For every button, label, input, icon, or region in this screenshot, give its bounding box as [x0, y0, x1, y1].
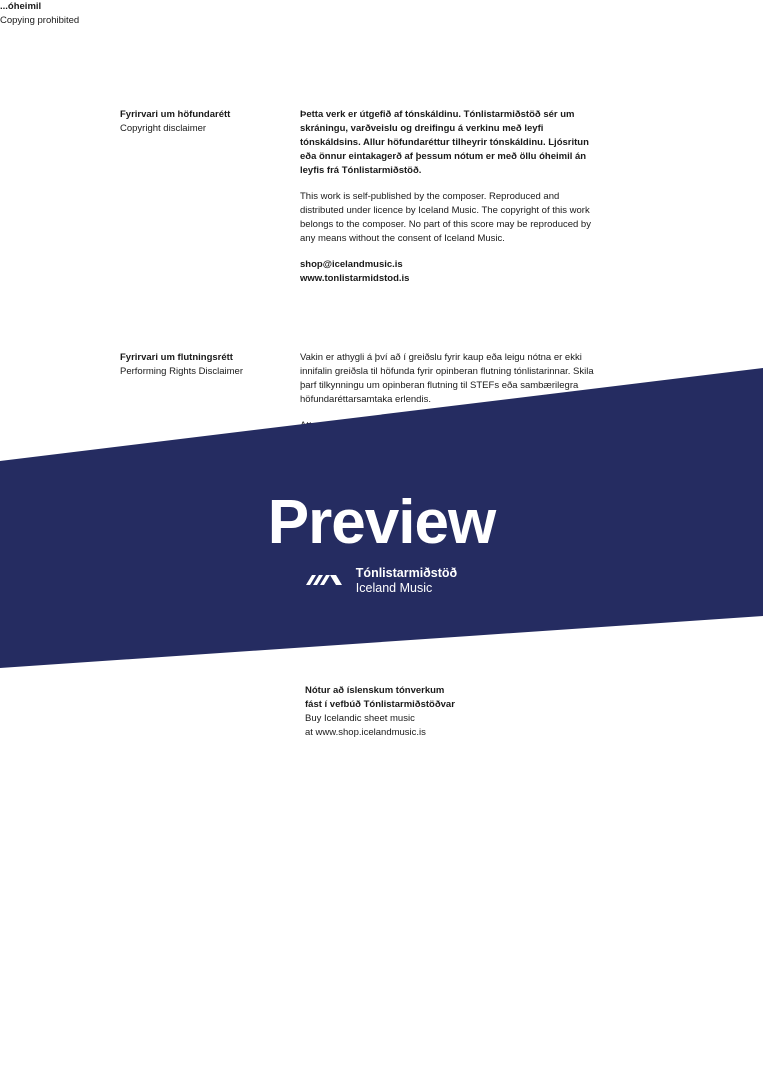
performing-rights-label-english: Performing Rights Disclaimer — [120, 366, 244, 377]
iceland-music-logo-icon — [306, 571, 346, 591]
preview-banner-title: Preview — [267, 488, 496, 557]
shop-promo-block — [305, 684, 625, 740]
performing-rights-label-icelandic: Fyrirvari um flutningsrétt — [120, 352, 233, 363]
logo-line-english: Iceland Music — [355, 581, 433, 595]
copying-prohibited-icelandic: ...óheimil — [0, 1, 42, 12]
copyright-label-english: Copyright disclaimer — [120, 123, 207, 134]
copyright-paragraph-english: This work is self-published by the composer. Reproduced and distributed under licence by Iceland Music. The copyright of this work belongs to the composer. No part of this score may be reproduced by any means without the consent of Iceland Music. — [300, 191, 591, 244]
copyright-paragraph-icelandic: Þetta verk er útgefið af tónskáldinu. Tónlistarmiðstöð sér um skráningu, varðveislu og dreifingu á verkinu með leyfi tónskáldsins. Allur höfundaréttur tilheyrir tónskáldinu. Ljósritun eða önnur eintakagerð af þessum nótum er með öllu óheimil án leyfis frá Tónlistarmiðstöð. — [300, 109, 589, 176]
copying-prohibited-block — [0, 0, 300, 28]
copyright-label — [120, 108, 300, 286]
iceland-music-logo — [0, 566, 763, 596]
shop-website[interactable]: www.tonlistarmidstod.is — [300, 273, 410, 284]
copying-prohibited-english: Copying prohibited — [0, 15, 80, 26]
iceland-music-logo-text — [356, 566, 457, 596]
copyright-label-icelandic: Fyrirvari um höfundarétt — [120, 109, 231, 120]
shop-email[interactable]: shop@icelandmusic.is — [300, 259, 403, 270]
logo-line-icelandic: Tónlistarmiðstöð — [355, 566, 458, 580]
shop-promo-icelandic-1: Nótur að íslenskum tónverkum — [305, 685, 445, 696]
shop-promo-english-1: Buy Icelandic sheet music — [305, 713, 415, 724]
shop-promo-english-2: at www.shop.icelandmusic.is — [305, 727, 426, 738]
copyright-disclaimer-block — [120, 108, 600, 286]
performing-rights-paragraph-icelandic: Vakin er athygli á því að í greiðslu fyrir kaup eða leigu nótna er ekki innifalin greiðsla til höfunda fyrir opinberan flutning tónlistarinnar. Skila þarf tilkynningu um opinberan flutning til STEFs eða sambærilegra höfundaréttarsamtaka erlendis. — [300, 352, 594, 405]
copyright-body — [300, 108, 600, 286]
shop-promo-icelandic-2: fást í vefbúð Tónlistarmiðstöðvar — [305, 699, 455, 710]
performing-rights-label — [120, 351, 300, 433]
